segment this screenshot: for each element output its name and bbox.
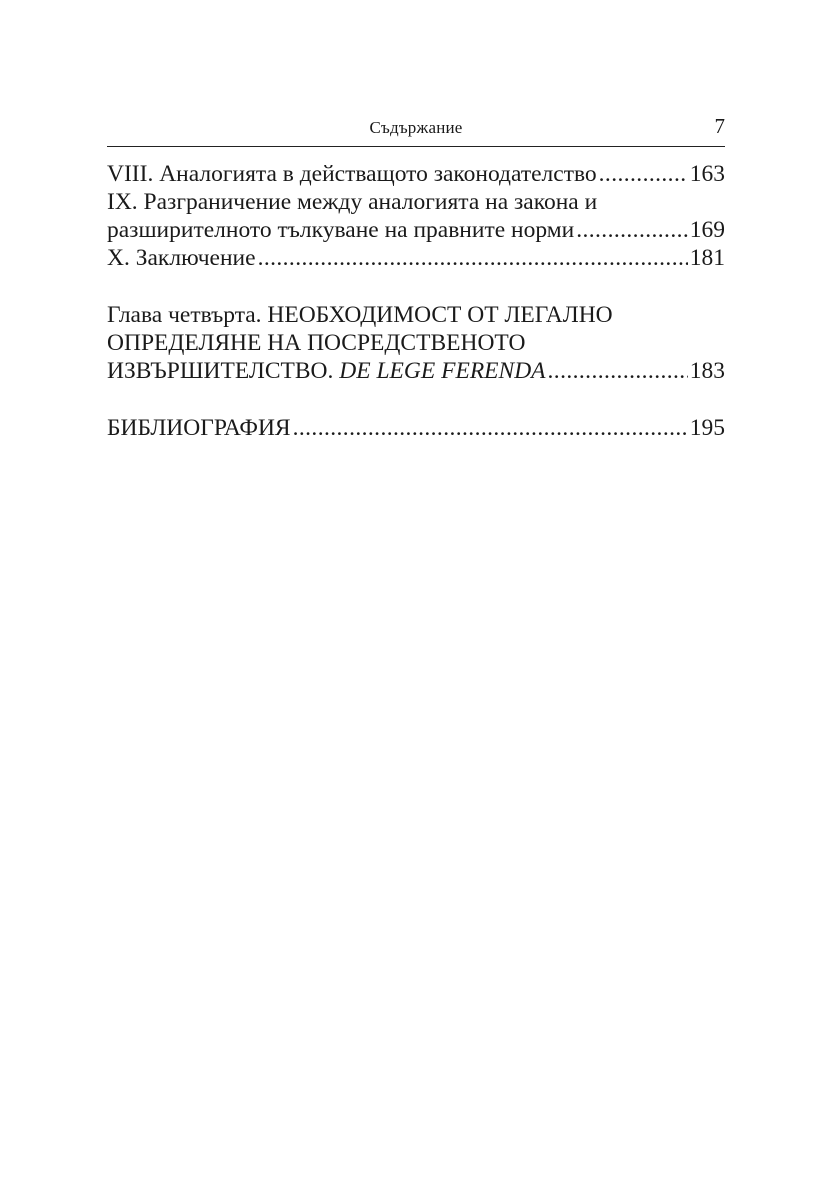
spacer <box>107 272 725 301</box>
toc-entry-title: X. Заключение <box>107 245 256 271</box>
toc-entry-title-prefix: ИЗВЪРШИТЕЛСТВО. <box>107 358 340 384</box>
table-of-contents <box>107 160 725 442</box>
toc-entry-section-9-line-1[interactable] <box>107 188 725 216</box>
toc-entry-title-italic: DE LEGE FERENDA <box>339 358 546 384</box>
running-header-title: Съдържание <box>369 118 463 137</box>
toc-entry-chapter-4-line-3[interactable] <box>107 357 725 385</box>
page-number: 7 <box>714 114 725 138</box>
toc-entry-title <box>107 357 546 385</box>
toc-entry-section-9-line-2[interactable] <box>107 216 725 244</box>
toc-entry-page: 181 <box>689 245 725 271</box>
dot-leader <box>258 244 688 272</box>
toc-entry-chapter-4-line-2[interactable] <box>107 329 725 357</box>
spacer <box>107 385 725 414</box>
toc-entry-title: разширителното тълкуване на правните норми <box>107 217 575 243</box>
toc-entry-bibliography[interactable] <box>107 414 725 442</box>
toc-entry-page: 163 <box>689 161 725 187</box>
dot-leader <box>576 216 688 244</box>
running-header <box>107 112 725 147</box>
toc-entry-section-8[interactable] <box>107 160 725 188</box>
toc-entry-page: 169 <box>689 217 725 243</box>
dot-leader <box>599 160 688 188</box>
toc-entry-title: VIII. Аналогията в действащото законодателство <box>107 161 597 187</box>
toc-entry-title: БИБЛИОГРАФИЯ <box>107 415 291 441</box>
toc-entry-title: Глава четвърта. НЕОБХОДИМОСТ ОТ ЛЕГАЛНО <box>107 302 613 328</box>
toc-entry-title: IX. Разграничение между аналогията на закона и <box>107 189 598 215</box>
toc-entry-page: 195 <box>689 415 725 441</box>
toc-entry-section-10[interactable] <box>107 244 725 272</box>
dot-leader <box>548 357 688 385</box>
toc-entry-page: 183 <box>689 358 725 384</box>
dot-leader <box>293 414 688 442</box>
toc-entry-title: ОПРЕДЕЛЯНЕ НА ПОСРЕДСТВЕНОТО <box>107 330 526 356</box>
toc-entry-chapter-4-line-1[interactable] <box>107 301 725 329</box>
